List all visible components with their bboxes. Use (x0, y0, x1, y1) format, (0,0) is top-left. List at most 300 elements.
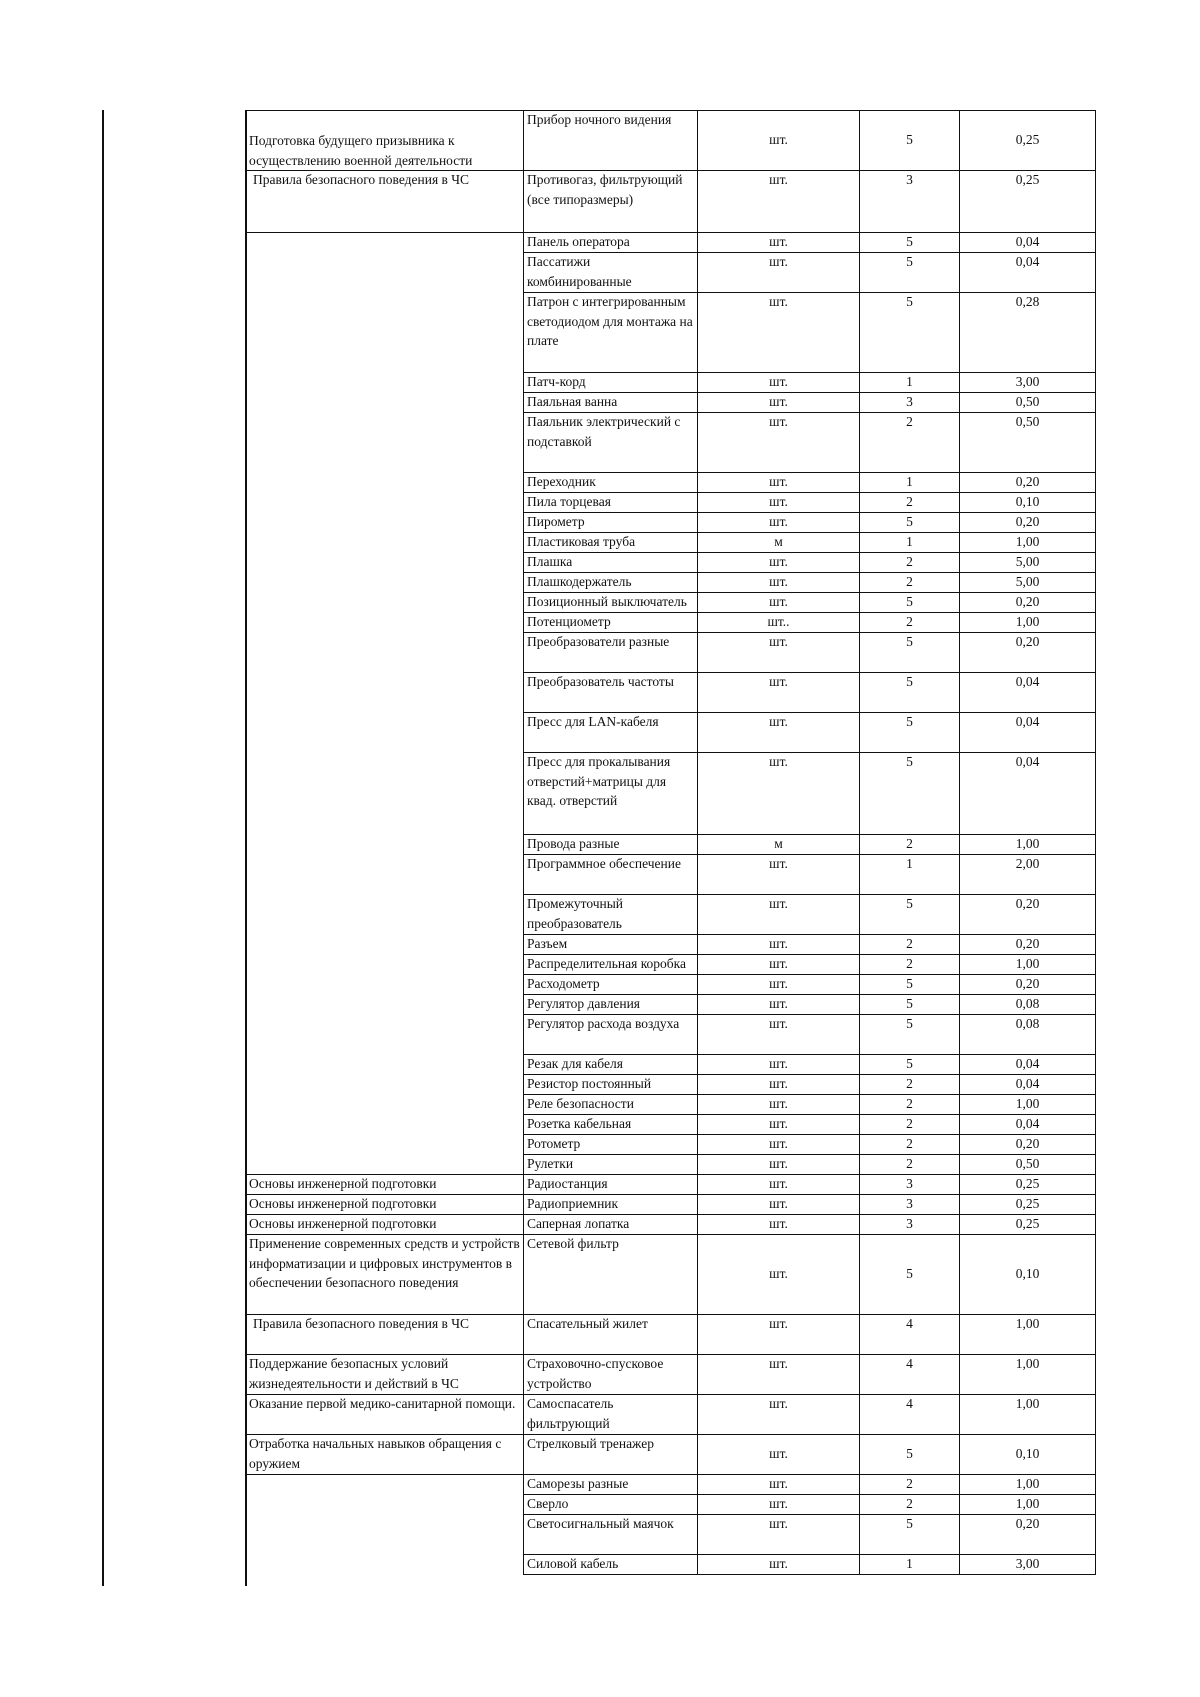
quantity-cell: 5 (859, 110, 959, 170)
quantity-cell: 5 (859, 232, 959, 252)
quantity-cell: 5 (859, 512, 959, 532)
table-row (246, 1554, 1096, 1574)
norm-cell: 0,20 (959, 592, 1096, 612)
norm-cell: 0,20 (959, 472, 1096, 492)
table-row (246, 612, 1096, 632)
item-name-cell: Розетка кабельная (523, 1114, 697, 1134)
table-row (246, 1114, 1096, 1134)
topic-cell (246, 712, 523, 752)
norm-cell: 0,25 (959, 110, 1096, 170)
unit-cell: шт. (697, 232, 859, 252)
item-name-cell: Плашка (523, 552, 697, 572)
item-name-cell: Стрелковый тренажер (523, 1434, 697, 1474)
unit-cell: шт. (697, 974, 859, 994)
item-name-cell: Саперная лопатка (523, 1214, 697, 1234)
topic-cell (246, 894, 523, 934)
norm-cell: 1,00 (959, 1314, 1096, 1354)
topic-cell (246, 1554, 523, 1574)
row-divider (523, 1154, 1096, 1155)
item-name-cell: Программное обеспечение (523, 854, 697, 894)
topic-cell (246, 954, 523, 974)
topic-cell (246, 1094, 523, 1114)
table-row (246, 1394, 1096, 1434)
item-name-cell: Пила торцевая (523, 492, 697, 512)
norm-cell: 0,10 (959, 1234, 1096, 1314)
topic-cell (246, 1134, 523, 1154)
topic-cell (246, 492, 523, 512)
quantity-cell: 3 (859, 392, 959, 412)
norm-cell: 3,00 (959, 372, 1096, 392)
row-divider (523, 492, 1096, 493)
item-name-cell: Пресс для LAN-кабеля (523, 712, 697, 752)
quantity-cell: 5 (859, 1514, 959, 1554)
row-divider (523, 974, 1096, 975)
unit-cell: шт. (697, 1554, 859, 1574)
table-row (246, 1174, 1096, 1194)
unit-cell: шт. (697, 1494, 859, 1514)
norm-cell: 0,25 (959, 1214, 1096, 1234)
row-divider (523, 1114, 1096, 1115)
unit-cell: шт. (697, 292, 859, 372)
item-name-cell: Страховочно-спусковое устройство (523, 1354, 697, 1394)
unit-cell: шт. (697, 392, 859, 412)
norm-cell: 0,04 (959, 1074, 1096, 1094)
item-name-cell: Светосигнальный маячок (523, 1514, 697, 1554)
quantity-cell: 5 (859, 994, 959, 1014)
item-name-cell: Саморезы разные (523, 1474, 697, 1494)
quantity-cell: 5 (859, 1054, 959, 1074)
norm-cell: 1,00 (959, 954, 1096, 974)
topic-cell (246, 612, 523, 632)
unit-cell: шт. (697, 472, 859, 492)
unit-cell: шт. (697, 752, 859, 834)
quantity-cell: 5 (859, 752, 959, 834)
topic-cell (246, 1514, 523, 1554)
norm-cell: 0,25 (959, 170, 1096, 232)
row-divider (523, 392, 1096, 393)
table-row (246, 712, 1096, 752)
unit-cell: шт. (697, 672, 859, 712)
table-row (246, 1354, 1096, 1394)
item-name-cell: Панель оператора (523, 232, 697, 252)
table-row (246, 974, 1096, 994)
quantity-cell: 3 (859, 1214, 959, 1234)
row-divider (523, 712, 1096, 713)
norm-cell: 0,25 (959, 1174, 1096, 1194)
unit-cell: шт. (697, 572, 859, 592)
unit-cell: шт. (697, 934, 859, 954)
table-row (246, 1094, 1096, 1114)
table-row (246, 954, 1096, 974)
table-row (246, 894, 1096, 934)
topic-cell: Основы инженерной подготовки (249, 1196, 437, 1211)
topic-cell (246, 392, 523, 412)
row-divider (246, 1434, 1096, 1435)
item-name-cell: Промежуточный преобразователь (523, 894, 697, 934)
unit-cell: шт. (697, 1174, 859, 1194)
unit-cell: шт. (697, 632, 859, 672)
item-name-cell: Патрон с интегрированным светодиодом для монтажа на плате (523, 292, 697, 372)
row-divider (523, 252, 1096, 253)
row-divider (523, 894, 1096, 895)
row-divider (246, 170, 1096, 171)
norm-cell: 1,00 (959, 834, 1096, 854)
norm-cell: 0,20 (959, 1134, 1096, 1154)
quantity-cell: 2 (859, 1094, 959, 1114)
quantity-cell: 5 (859, 292, 959, 372)
row-divider (523, 292, 1096, 293)
table-row (246, 292, 1096, 372)
unit-cell: шт. (697, 1234, 859, 1314)
topic-cell (246, 412, 523, 472)
item-name-cell: Паяльная ванна (523, 392, 697, 412)
item-name-cell: Пассатижи комбинированные (523, 252, 697, 292)
topic-cell (246, 252, 523, 292)
topic-cell: Отработка начальных навыков обращения с оружием (249, 1436, 502, 1471)
unit-cell: шт. (697, 1194, 859, 1214)
row-divider (523, 1054, 1096, 1055)
item-name-cell: Расходометр (523, 974, 697, 994)
quantity-cell: 2 (859, 1154, 959, 1174)
norm-cell: 1,00 (959, 1094, 1096, 1114)
quantity-cell: 5 (859, 1434, 959, 1474)
row-divider (523, 592, 1096, 593)
item-name-cell: Силовой кабель (523, 1554, 697, 1574)
quantity-cell: 2 (859, 612, 959, 632)
item-name-cell: Самоспасатель фильтрующий (523, 1394, 697, 1434)
unit-cell: шт. (697, 1214, 859, 1234)
unit-cell: шт. (697, 512, 859, 532)
item-name-cell: Разъем (523, 934, 697, 954)
table-row (246, 1014, 1096, 1054)
table-row (246, 392, 1096, 412)
quantity-cell: 2 (859, 412, 959, 472)
table-row (246, 672, 1096, 712)
table-row (246, 232, 1096, 252)
norm-cell: 1,00 (959, 1354, 1096, 1394)
topic-cell: Основы инженерной подготовки (249, 1216, 437, 1231)
row-divider (523, 472, 1096, 473)
unit-cell: шт. (697, 1074, 859, 1094)
table-row (246, 1134, 1096, 1154)
quantity-cell: 1 (859, 472, 959, 492)
topic-cell: Поддержание безопасных условий жизнедеятельности и действий в ЧС (249, 1356, 459, 1391)
unit-cell: шт. (697, 1514, 859, 1554)
topic-cell (246, 592, 523, 612)
unit-cell: м (697, 834, 859, 854)
topic-cell (246, 1494, 523, 1514)
table-row (246, 1314, 1096, 1354)
norm-cell: 2,00 (959, 854, 1096, 894)
row-divider (523, 512, 1096, 513)
unit-cell: шт. (697, 592, 859, 612)
left-margin-line (102, 110, 104, 1586)
quantity-cell: 5 (859, 252, 959, 292)
row-divider (523, 632, 1096, 633)
item-name-cell: Плашкодержатель (523, 572, 697, 592)
norm-cell: 0,08 (959, 994, 1096, 1014)
unit-cell: шт. (697, 252, 859, 292)
topic-cell (246, 1114, 523, 1134)
topic-cell (246, 472, 523, 492)
item-name-cell: Сетевой фильтр (523, 1234, 697, 1314)
topic-cell (246, 854, 523, 894)
unit-cell: шт. (697, 492, 859, 512)
norm-cell: 0,50 (959, 1154, 1096, 1174)
norm-cell: 0,20 (959, 632, 1096, 672)
row-divider (523, 572, 1096, 573)
row-divider (523, 372, 1096, 373)
row-divider (246, 110, 1096, 111)
row-divider (523, 532, 1096, 533)
unit-cell: шт. (697, 1434, 859, 1474)
item-name-cell: Потенциометр (523, 612, 697, 632)
item-name-cell: Преобразователь частоты (523, 672, 697, 712)
quantity-cell: 5 (859, 712, 959, 752)
item-name-cell: Пластиковая труба (523, 532, 697, 552)
norm-cell: 0,28 (959, 292, 1096, 372)
table-row (246, 592, 1096, 612)
item-name-cell: Переходник (523, 472, 697, 492)
norm-cell: 0,04 (959, 252, 1096, 292)
row-divider (523, 552, 1096, 553)
quantity-cell: 5 (859, 632, 959, 672)
norm-cell: 5,00 (959, 552, 1096, 572)
unit-cell: шт. (697, 894, 859, 934)
item-name-cell: Регулятор давления (523, 994, 697, 1014)
table-row (246, 472, 1096, 492)
row-divider (523, 854, 1096, 855)
equipment-table (246, 110, 1096, 1574)
item-name-cell: Позиционный выключатель (523, 592, 697, 612)
quantity-cell: 5 (859, 894, 959, 934)
norm-cell: 0,04 (959, 1054, 1096, 1074)
table-row (246, 110, 1096, 170)
unit-cell: шт. (697, 110, 859, 170)
table-row (246, 1514, 1096, 1554)
topic-cell (246, 672, 523, 712)
quantity-cell: 2 (859, 1074, 959, 1094)
norm-cell: 5,00 (959, 572, 1096, 592)
quantity-cell: 1 (859, 372, 959, 392)
topic-cell: Подготовка будущего призывника к осуществлению военной деятельности (249, 133, 473, 168)
quantity-cell: 3 (859, 1174, 959, 1194)
norm-cell: 0,20 (959, 934, 1096, 954)
table-row (246, 752, 1096, 834)
row-divider (523, 1094, 1096, 1095)
norm-cell: 1,00 (959, 1474, 1096, 1494)
table-row (246, 372, 1096, 392)
quantity-cell: 2 (859, 834, 959, 854)
norm-cell: 0,20 (959, 974, 1096, 994)
norm-cell: 0,04 (959, 752, 1096, 834)
topic-cell: Оказание первой медико-санитарной помощи. (249, 1396, 516, 1411)
quantity-cell: 1 (859, 532, 959, 552)
quantity-cell: 5 (859, 592, 959, 612)
row-divider (523, 672, 1096, 673)
unit-cell: шт. (697, 1134, 859, 1154)
item-name-cell: Спасательный жилет (523, 1314, 697, 1354)
table-row (246, 412, 1096, 472)
table-row (246, 572, 1096, 592)
norm-cell: 0,04 (959, 672, 1096, 712)
quantity-cell: 5 (859, 672, 959, 712)
item-name-cell: Радиостанция (523, 1174, 697, 1194)
unit-cell: шт. (697, 1474, 859, 1494)
row-divider (246, 1194, 1096, 1195)
norm-cell: 0,04 (959, 1114, 1096, 1134)
topic-cell (246, 1014, 523, 1054)
norm-cell: 0,10 (959, 492, 1096, 512)
row-divider (246, 1394, 1096, 1395)
item-name-cell: Ротометр (523, 1134, 697, 1154)
item-name-cell: Преобразователи разные (523, 632, 697, 672)
topic-cell (246, 934, 523, 954)
table-row (246, 1154, 1096, 1174)
quantity-cell: 3 (859, 1194, 959, 1214)
table-row (246, 252, 1096, 292)
quantity-cell: 1 (859, 1554, 959, 1574)
unit-cell: шт. (697, 994, 859, 1014)
table-row (246, 1434, 1096, 1474)
row-divider (523, 1514, 1096, 1515)
table-row (246, 1494, 1096, 1514)
norm-cell: 0,08 (959, 1014, 1096, 1054)
unit-cell: шт. (697, 412, 859, 472)
item-name-cell: Рулетки (523, 1154, 697, 1174)
table-row (246, 834, 1096, 854)
quantity-cell: 2 (859, 1474, 959, 1494)
quantity-cell: 4 (859, 1354, 959, 1394)
topic-cell (246, 974, 523, 994)
norm-cell: 0,50 (959, 412, 1096, 472)
table-row (246, 512, 1096, 532)
table-row (246, 994, 1096, 1014)
table-row (246, 854, 1096, 894)
unit-cell: шт. (697, 1154, 859, 1174)
row-divider (246, 1354, 1096, 1355)
row-divider (523, 1074, 1096, 1075)
topic-cell (246, 1054, 523, 1074)
norm-cell: 1,00 (959, 532, 1096, 552)
unit-cell: шт. (697, 1054, 859, 1074)
unit-cell: шт. (697, 1354, 859, 1394)
row-divider (523, 934, 1096, 935)
quantity-cell: 5 (859, 1014, 959, 1054)
quantity-cell: 1 (859, 854, 959, 894)
topic-cell: Правила безопасного поведения в ЧС (253, 1316, 470, 1331)
norm-cell: 1,00 (959, 1394, 1096, 1434)
topic-cell (246, 752, 523, 834)
row-divider (523, 752, 1096, 753)
norm-cell: 0,50 (959, 392, 1096, 412)
row-divider (523, 834, 1096, 835)
norm-cell: 1,00 (959, 612, 1096, 632)
item-name-cell: Патч-корд (523, 372, 697, 392)
table-row (246, 1194, 1096, 1214)
unit-cell: шт. (697, 854, 859, 894)
topic-cell (246, 232, 523, 252)
row-divider (246, 232, 1096, 233)
norm-cell: 0,10 (959, 1434, 1096, 1474)
row-divider (246, 1214, 1096, 1215)
item-name-cell: Паяльник электрический с подставкой (523, 412, 697, 472)
norm-cell: 3,00 (959, 1554, 1096, 1574)
quantity-cell: 4 (859, 1314, 959, 1354)
item-name-cell: Противогаз, фильтрующий (все типоразмеры) (523, 170, 697, 232)
topic-cell: Правила безопасного поведения в ЧС (253, 172, 470, 187)
row-divider (523, 1134, 1096, 1135)
topic-cell (246, 1154, 523, 1174)
quantity-cell: 2 (859, 1114, 959, 1134)
item-name-cell: Регулятор расхода воздуха (523, 1014, 697, 1054)
item-name-cell: Распределительная коробка (523, 954, 697, 974)
row-divider (523, 612, 1096, 613)
unit-cell: шт. (697, 1314, 859, 1354)
row-divider (523, 994, 1096, 995)
row-divider (246, 1234, 1096, 1235)
row-divider (523, 412, 1096, 413)
topic-cell (246, 572, 523, 592)
unit-cell: шт. (697, 552, 859, 572)
unit-cell: м (697, 532, 859, 552)
table-row (246, 934, 1096, 954)
table-row (246, 1074, 1096, 1094)
table-row (246, 1474, 1096, 1494)
unit-cell: шт. (697, 1394, 859, 1434)
quantity-cell: 3 (859, 170, 959, 232)
table-row (246, 170, 1096, 232)
item-name-cell: Пресс для прокалывания отверстий+матрицы для квад. отверстий (523, 752, 697, 834)
row-divider (246, 1174, 1096, 1175)
row-divider (523, 1014, 1096, 1015)
quantity-cell: 4 (859, 1394, 959, 1434)
item-name-cell: Прибор ночного видения (523, 110, 697, 170)
table-row (246, 552, 1096, 572)
norm-cell: 0,20 (959, 1514, 1096, 1554)
topic-cell (246, 552, 523, 572)
item-name-cell: Реле безопасности (523, 1094, 697, 1114)
table-row (246, 532, 1096, 552)
topic-cell (246, 994, 523, 1014)
item-name-cell: Резистор постоянный (523, 1074, 697, 1094)
item-name-cell: Сверло (523, 1494, 697, 1514)
topic-cell (246, 372, 523, 392)
unit-cell: шт. (697, 1094, 859, 1114)
quantity-cell: 2 (859, 572, 959, 592)
row-divider (246, 1314, 1096, 1315)
table-row (246, 632, 1096, 672)
quantity-cell: 5 (859, 974, 959, 994)
table-row (246, 1234, 1096, 1314)
topic-cell: Основы инженерной подготовки (249, 1176, 437, 1191)
unit-cell: шт. (697, 1014, 859, 1054)
item-name-cell: Радиоприемник (523, 1194, 697, 1214)
unit-cell: шт. (697, 954, 859, 974)
quantity-cell: 2 (859, 1134, 959, 1154)
unit-cell: шт.. (697, 612, 859, 632)
topic-cell (246, 834, 523, 854)
norm-cell: 1,00 (959, 1494, 1096, 1514)
unit-cell: шт. (697, 1114, 859, 1134)
table-row (246, 1214, 1096, 1234)
unit-cell: шт. (697, 170, 859, 232)
topic-cell (246, 1074, 523, 1094)
norm-cell: 0,25 (959, 1194, 1096, 1214)
row-divider (246, 1474, 1096, 1475)
quantity-cell: 2 (859, 492, 959, 512)
topic-cell: Применение современных средств и устройств информатизации и цифровых инструментов в обеспечении безопасного поведения (249, 1236, 520, 1290)
